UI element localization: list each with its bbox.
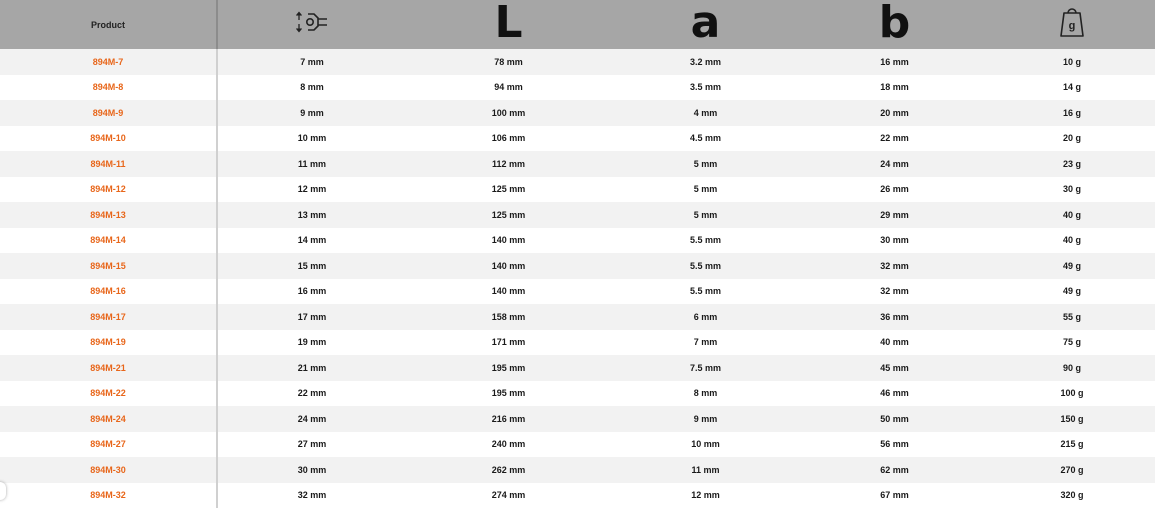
size-cell: 21 mm xyxy=(297,362,327,373)
weight-cell: 49 g xyxy=(1062,260,1081,271)
size-cell: 19 mm xyxy=(297,337,327,348)
size-cell: 12 mm xyxy=(297,184,327,195)
weight-icon xyxy=(1055,5,1089,39)
size-cell: 30 mm xyxy=(297,464,327,475)
table-row xyxy=(0,49,1155,75)
table-body xyxy=(0,49,1155,508)
product-cell[interactable]: 894M-14 xyxy=(0,228,217,254)
weight-cell: 10 g xyxy=(1062,56,1081,67)
size-cell: 9 mm xyxy=(300,107,324,118)
length-cell: 240 mm xyxy=(491,439,526,450)
a-cell: 3.2 mm xyxy=(689,56,722,67)
length-cell: 274 mm xyxy=(491,490,526,501)
length-cell: 140 mm xyxy=(491,286,526,297)
b-column-header[interactable] xyxy=(800,0,989,49)
product-cell[interactable]: 894M-30 xyxy=(0,457,217,483)
product-cell[interactable]: 894M-24 xyxy=(0,406,217,432)
weight-cell: 40 g xyxy=(1062,235,1081,246)
wrench-size-icon xyxy=(294,9,330,35)
b-cell: 16 mm xyxy=(880,56,909,67)
table-row xyxy=(0,406,1155,432)
b-cell: 45 mm xyxy=(880,362,909,373)
length-cell: 140 mm xyxy=(491,235,526,246)
length-cell: 125 mm xyxy=(491,184,526,195)
size-cell: 16 mm xyxy=(297,286,327,297)
length-cell: 78 mm xyxy=(494,56,523,67)
size-cell: 17 mm xyxy=(297,311,327,322)
table-row xyxy=(0,253,1155,279)
product-cell[interactable]: 894M-7 xyxy=(0,49,217,75)
a-cell: 6 mm xyxy=(693,311,718,322)
b-cell: 56 mm xyxy=(880,439,909,450)
table-row xyxy=(0,483,1155,509)
b-cell: 22 mm xyxy=(880,133,909,144)
a-cell: 7 mm xyxy=(693,337,718,348)
length-cell: 158 mm xyxy=(491,311,526,322)
b-cell: 40 mm xyxy=(880,337,909,348)
weight-cell: 100 g xyxy=(1060,388,1084,399)
b-cell: 30 mm xyxy=(880,235,909,246)
size-cell: 15 mm xyxy=(297,260,327,271)
product-cell[interactable]: 894M-17 xyxy=(0,304,217,330)
weight-icon-glyph: g xyxy=(1068,20,1076,32)
a-cell: 8 mm xyxy=(693,388,718,399)
table-header xyxy=(0,0,1155,49)
a-cell: 5 mm xyxy=(693,158,718,169)
b-cell: 46 mm xyxy=(880,388,909,399)
b-cell: 32 mm xyxy=(880,286,909,297)
size-cell: 13 mm xyxy=(297,209,327,220)
table-row xyxy=(0,126,1155,152)
b-cell: 50 mm xyxy=(880,413,909,424)
length-column-header[interactable] xyxy=(406,0,611,49)
weight-cell: 40 g xyxy=(1062,209,1081,220)
product-cell[interactable]: 894M-15 xyxy=(0,253,217,279)
weight-cell: 320 g xyxy=(1060,490,1084,501)
length-L-glyph: L xyxy=(494,0,523,48)
a-glyph: a xyxy=(690,0,721,48)
b-cell: 36 mm xyxy=(880,311,909,322)
table-row xyxy=(0,381,1155,407)
table-row xyxy=(0,457,1155,483)
a-cell: 11 mm xyxy=(691,464,720,475)
b-cell: 26 mm xyxy=(880,184,909,195)
product-cell[interactable]: 894M-32 xyxy=(0,483,217,509)
length-cell: 106 mm xyxy=(491,133,526,144)
length-cell: 125 mm xyxy=(491,209,526,220)
length-cell: 195 mm xyxy=(491,362,526,373)
weight-cell: 49 g xyxy=(1062,286,1081,297)
length-cell: 140 mm xyxy=(491,260,526,271)
product-cell[interactable]: 894M-12 xyxy=(0,177,217,203)
table-row xyxy=(0,432,1155,458)
b-cell: 20 mm xyxy=(880,107,909,118)
table-row xyxy=(0,355,1155,381)
product-cell[interactable]: 894M-27 xyxy=(0,432,217,458)
length-cell: 216 mm xyxy=(491,413,526,424)
b-cell: 29 mm xyxy=(880,209,909,220)
b-cell: 32 mm xyxy=(880,260,909,271)
size-cell: 27 mm xyxy=(297,439,327,450)
table-row xyxy=(0,202,1155,228)
size-cell: 7 mm xyxy=(300,56,324,67)
b-glyph: b xyxy=(878,0,911,48)
size-cell: 10 mm xyxy=(297,133,327,144)
weight-cell: 75 g xyxy=(1062,337,1081,348)
header-row xyxy=(0,0,1155,49)
weight-cell: 55 g xyxy=(1062,311,1081,322)
weight-cell: 270 g xyxy=(1060,464,1084,475)
length-cell: 100 mm xyxy=(491,107,526,118)
b-cell: 24 mm xyxy=(880,158,909,169)
a-column-header[interactable] xyxy=(611,0,800,49)
table-row xyxy=(0,304,1155,330)
size-cell: 24 mm xyxy=(297,413,327,424)
product-cell[interactable]: 894M-22 xyxy=(0,381,217,407)
size-cell: 14 mm xyxy=(297,235,327,246)
product-cell[interactable]: 894M-10 xyxy=(0,126,217,152)
weight-column-header[interactable] xyxy=(989,0,1155,49)
weight-cell: 30 g xyxy=(1062,184,1081,195)
a-cell: 12 mm xyxy=(691,490,720,501)
b-cell: 62 mm xyxy=(880,464,909,475)
table-row xyxy=(0,228,1155,254)
a-cell: 5.5 mm xyxy=(689,260,722,271)
a-cell: 9 mm xyxy=(693,413,718,424)
table-row xyxy=(0,75,1155,101)
table-row xyxy=(0,100,1155,126)
product-cell[interactable]: 894M-16 xyxy=(0,279,217,305)
product-cell[interactable]: 894M-8 xyxy=(0,75,217,101)
a-cell: 5.5 mm xyxy=(689,235,722,246)
b-cell: 67 mm xyxy=(880,490,909,501)
a-cell: 5.5 mm xyxy=(689,286,722,297)
length-cell: 112 mm xyxy=(491,158,526,169)
table-row xyxy=(0,151,1155,177)
size-cell: 22 mm xyxy=(297,388,327,399)
table-row xyxy=(0,279,1155,305)
a-cell: 7.5 mm xyxy=(689,362,722,373)
table-row xyxy=(0,177,1155,203)
weight-cell: 23 g xyxy=(1062,158,1081,169)
a-cell: 10 mm xyxy=(691,439,720,450)
size-column-header[interactable] xyxy=(217,0,406,49)
a-cell: 3.5 mm xyxy=(689,82,722,93)
product-cell[interactable]: 894M-13 xyxy=(0,202,217,228)
weight-cell: 215 g xyxy=(1060,439,1084,450)
weight-cell: 20 g xyxy=(1062,133,1081,144)
size-cell: 8 mm xyxy=(300,82,324,93)
a-cell: 4.5 mm xyxy=(689,133,722,144)
product-cell[interactable]: 894M-9 xyxy=(0,100,217,126)
product-cell[interactable]: 894M-11 xyxy=(0,151,217,177)
size-cell: 11 mm xyxy=(297,158,327,169)
product-column-header[interactable]: Product xyxy=(0,0,217,49)
length-cell: 195 mm xyxy=(491,388,526,399)
product-cell[interactable]: 894M-21 xyxy=(0,355,217,381)
weight-cell: 90 g xyxy=(1062,362,1081,373)
b-cell: 18 mm xyxy=(880,82,909,93)
a-cell: 4 mm xyxy=(693,107,718,118)
length-cell: 94 mm xyxy=(494,82,523,93)
length-cell: 171 mm xyxy=(491,337,526,348)
table-row xyxy=(0,330,1155,356)
product-cell[interactable]: 894M-19 xyxy=(0,330,217,356)
size-cell: 32 mm xyxy=(297,490,327,501)
weight-cell: 150 g xyxy=(1060,413,1084,424)
weight-cell: 16 g xyxy=(1062,107,1081,118)
a-cell: 5 mm xyxy=(693,209,718,220)
weight-cell: 14 g xyxy=(1062,82,1081,93)
a-cell: 5 mm xyxy=(693,184,718,195)
length-cell: 262 mm xyxy=(491,464,526,475)
